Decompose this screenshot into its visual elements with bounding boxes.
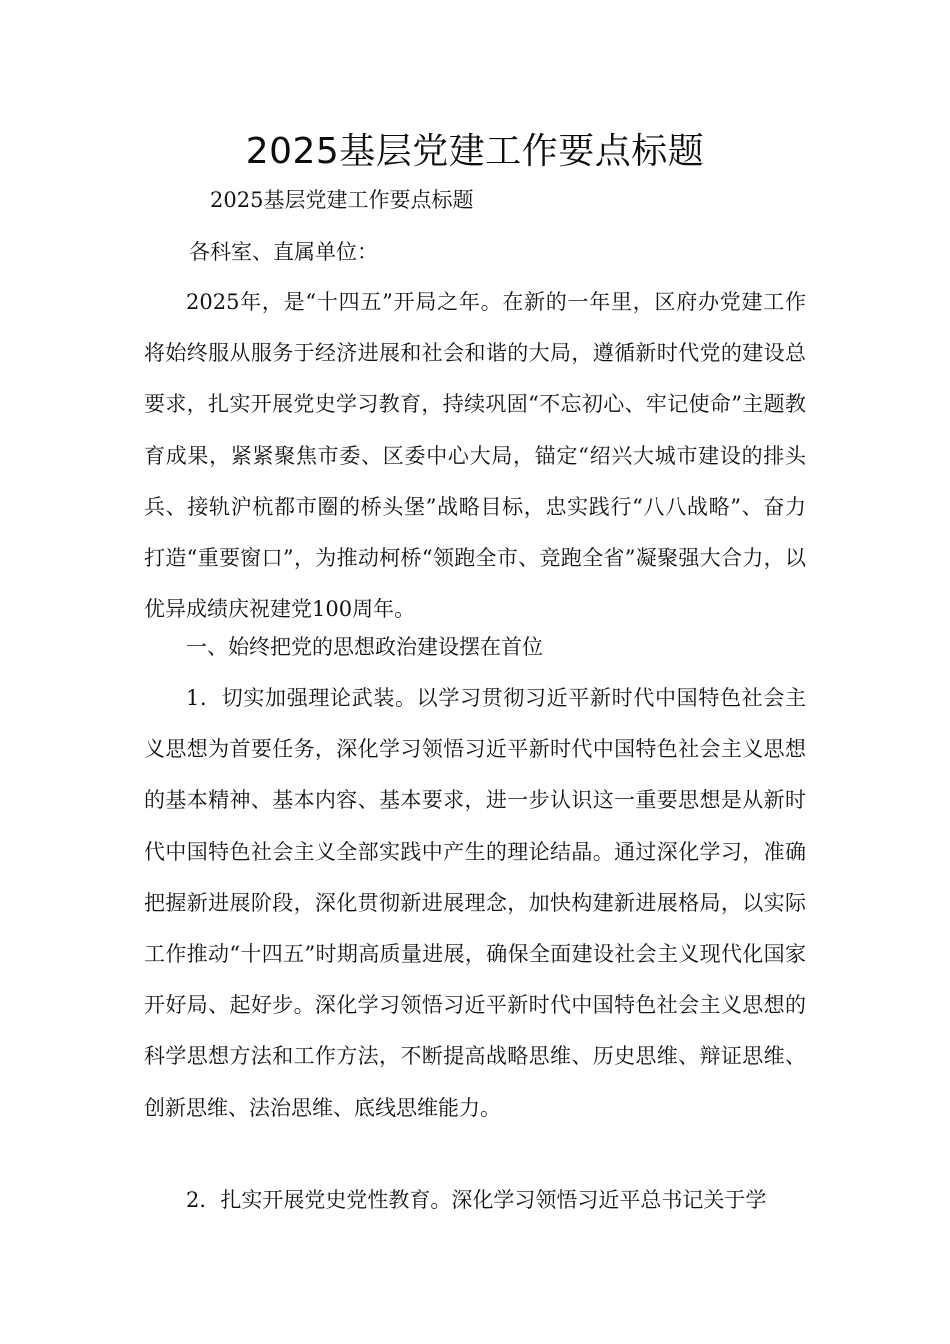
- document-title: 2025基层党建工作要点标题: [245, 131, 705, 172]
- item-one-paragraph: 1．切实加强理论武装。以学习贯彻习近平新时代中国特色社会主义思想为首要任务，深化学习领悟习近平新时代中国特色社会主义思想的基本精神、基本内容、基本要求，进一步认识这一重要思想是从新时代中国特色社会主义全部实践中产生的理论结晶。通过深化学习，准确把握新进展阶段，深化贯彻新进展理念，加快构建新进展格局，以实际工作推动“十四五”时期高质量进展，确保全面建设社会主义现代化国家开好局、起好步。深化学习领悟习近平新时代中国特色社会主义思想的科学思想方法和工作方法，不断提高战略思维、历史思维、辩证思维、创新思维、法治思维、底线思维能力。: [144, 686, 806, 1120]
- salutation: 各科室、直属单位：: [189, 240, 378, 264]
- section-heading-one: 一、始终把党的思想政治建设摆在首位: [186, 635, 543, 659]
- document-subtitle: 2025基层党建工作要点标题: [210, 188, 474, 212]
- intro-paragraph: 2025年，是“十四五”开局之年。在新的一年里，区府办党建工作将始终服从服务于经济进展和社会和谐的大局，遵循新时代党的建设总要求，扎实开展党史学习教育，持续巩固“不忘初心、牢记使命”主题教育成果，紧紧聚焦市委、区委中心大局，锚定“绍兴大城市建设的排头兵、接轨沪杭都市圈的桥头堡”战略目标，忠实践行“八八战略”、奋力打造“重要窗口”，为推动柯桥“领跑全市、竞跑全省”凝聚强大合力，以优异成绩庆祝建党100周年。: [144, 290, 806, 622]
- item-two-paragraph: 2．扎实开展党史党性教育。深化学习领悟习近平总书记关于学: [186, 1188, 767, 1212]
